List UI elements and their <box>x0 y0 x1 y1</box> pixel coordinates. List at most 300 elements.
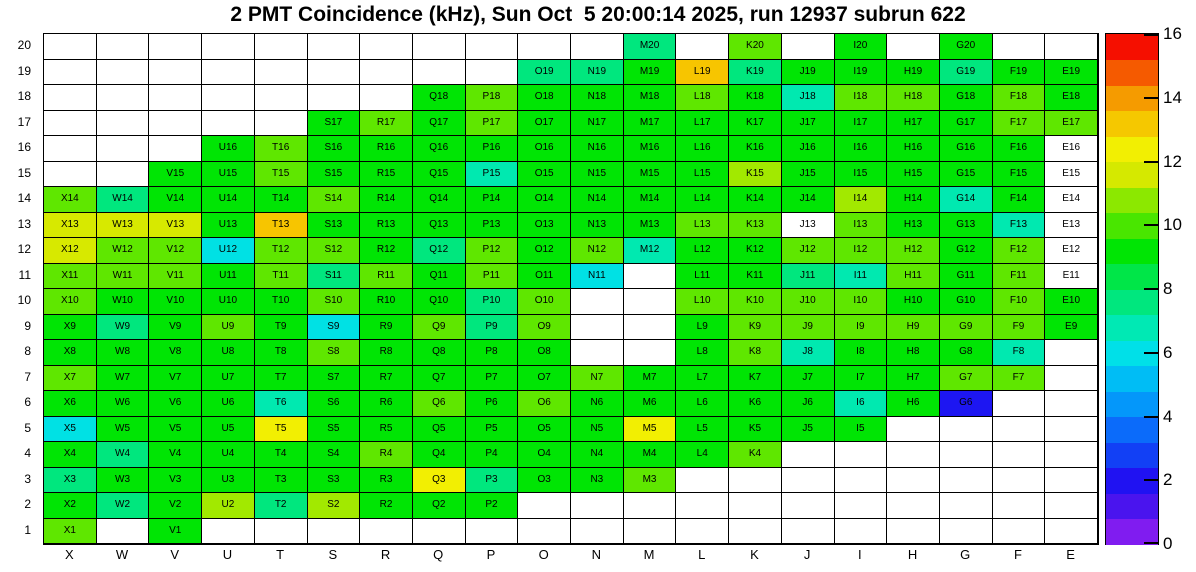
colorbar-tick-labels <box>1163 24 1196 553</box>
y-axis-tick-label: 20 <box>17 38 31 52</box>
heatmap-cell <box>1045 340 1098 366</box>
heatmap-cell: L5 <box>676 417 729 443</box>
heatmap-cell <box>202 111 255 137</box>
heatmap-cell: M14 <box>624 187 677 213</box>
heatmap-cell: E9 <box>1045 315 1098 341</box>
x-axis-tick-label: Q <box>433 547 444 562</box>
heatmap-cell <box>782 519 835 545</box>
heatmap-cell: X11 <box>44 264 97 290</box>
heatmap-cell: N17 <box>571 111 624 137</box>
heatmap-cell: M19 <box>624 60 677 86</box>
heatmap-cell: T3 <box>255 468 308 494</box>
heatmap-cell: M16 <box>624 136 677 162</box>
heatmap-cell <box>729 468 782 494</box>
heatmap-cell: V4 <box>149 442 202 468</box>
y-axis-labels <box>0 33 37 543</box>
heatmap-cell: T2 <box>255 493 308 519</box>
heatmap-cell: H7 <box>887 366 940 392</box>
x-axis-tick-label: V <box>170 547 180 562</box>
heatmap-cell: M6 <box>624 391 677 417</box>
heatmap-cell: U5 <box>202 417 255 443</box>
heatmap-cell: R4 <box>360 442 413 468</box>
heatmap-cell <box>1045 366 1098 392</box>
heatmap-cell: M12 <box>624 238 677 264</box>
heatmap-cell <box>518 493 571 519</box>
heatmap-cell: P4 <box>466 442 519 468</box>
heatmap-cell: K5 <box>729 417 782 443</box>
heatmap-cell <box>940 442 993 468</box>
heatmap-cell: N11 <box>571 264 624 290</box>
heatmap-cell: F9 <box>993 315 1046 341</box>
heatmap-cell: L6 <box>676 391 729 417</box>
x-axis-tick-label: I <box>858 547 862 562</box>
heatmap-cell: I18 <box>835 85 888 111</box>
colorbar-tick-label: 16 <box>1163 24 1182 43</box>
heatmap-cell: P16 <box>466 136 519 162</box>
heatmap-cell: N3 <box>571 468 624 494</box>
heatmap-cell: E18 <box>1045 85 1098 111</box>
colorbar-tick-label: 0 <box>1163 534 1173 553</box>
heatmap-cell: I11 <box>835 264 888 290</box>
heatmap-cell: E15 <box>1045 162 1098 188</box>
heatmap-cell <box>624 493 677 519</box>
heatmap-cell: S9 <box>308 315 361 341</box>
heatmap-cell <box>44 60 97 86</box>
heatmap-cell: U8 <box>202 340 255 366</box>
heatmap-cell <box>835 493 888 519</box>
heatmap-cell <box>202 85 255 111</box>
heatmap-cell: T8 <box>255 340 308 366</box>
heatmap-cell: N7 <box>571 366 624 392</box>
heatmap-cell: R14 <box>360 187 413 213</box>
heatmap-cell: T12 <box>255 238 308 264</box>
heatmap-cell <box>940 417 993 443</box>
heatmap-cell: H11 <box>887 264 940 290</box>
heatmap-cell: V3 <box>149 468 202 494</box>
heatmap-cell <box>993 493 1046 519</box>
heatmap-cell: V10 <box>149 289 202 315</box>
heatmap-cell: K11 <box>729 264 782 290</box>
heatmap-cell <box>993 442 1046 468</box>
heatmap-cell <box>993 34 1046 60</box>
heatmap-cell <box>940 493 993 519</box>
heatmap-cell <box>413 60 466 86</box>
heatmap-cell: G9 <box>940 315 993 341</box>
heatmap-cell: T6 <box>255 391 308 417</box>
heatmap-cell <box>993 519 1046 545</box>
x-axis-tick-label: J <box>803 547 811 562</box>
heatmap-cell <box>518 519 571 545</box>
heatmap-cell <box>1045 493 1098 519</box>
heatmap-cell: F17 <box>993 111 1046 137</box>
heatmap-cell: O12 <box>518 238 571 264</box>
heatmap-cell <box>255 85 308 111</box>
heatmap-cell: J6 <box>782 391 835 417</box>
heatmap-cell <box>624 315 677 341</box>
heatmap-cell: X4 <box>44 442 97 468</box>
colorbar-band <box>1106 60 1158 86</box>
heatmap-cell: K16 <box>729 136 782 162</box>
heatmap-cell: M15 <box>624 162 677 188</box>
y-axis-tick-label: 2 <box>24 497 31 511</box>
heatmap-cell: R16 <box>360 136 413 162</box>
heatmap-cell: E10 <box>1045 289 1098 315</box>
heatmap-cell <box>571 340 624 366</box>
heatmap-cell: P15 <box>466 162 519 188</box>
y-axis-tick-label: 19 <box>17 63 31 78</box>
heatmap-cell: H12 <box>887 238 940 264</box>
heatmap-cell: O7 <box>518 366 571 392</box>
heatmap-cell: I10 <box>835 289 888 315</box>
heatmap-cell <box>97 34 150 60</box>
heatmap-cell: N6 <box>571 391 624 417</box>
y-axis-tick-label: 13 <box>17 216 31 231</box>
heatmap-cell: X12 <box>44 238 97 264</box>
chart-title: 2 PMT Coincidence (kHz), Sun Oct 5 20:00:14 2025, run 12937 subrun 622 <box>230 3 966 26</box>
heatmap-cell: J18 <box>782 85 835 111</box>
heatmap-cell: J13 <box>782 213 835 239</box>
heatmap-cell: T10 <box>255 289 308 315</box>
heatmap-cell: O11 <box>518 264 571 290</box>
heatmap-cell <box>624 340 677 366</box>
heatmap-cell: L7 <box>676 366 729 392</box>
colorbar-band <box>1106 34 1158 60</box>
heatmap-cell: L10 <box>676 289 729 315</box>
heatmap-cell: W5 <box>97 417 150 443</box>
heatmap-cell: L4 <box>676 442 729 468</box>
heatmap-cell: V2 <box>149 493 202 519</box>
heatmap-cell: W10 <box>97 289 150 315</box>
heatmap-cell <box>149 136 202 162</box>
heatmap-cell: R9 <box>360 315 413 341</box>
heatmap-cell <box>202 34 255 60</box>
heatmap-cell: Q10 <box>413 289 466 315</box>
x-axis-tick-label: G <box>960 547 971 562</box>
heatmap-cell <box>676 34 729 60</box>
heatmap-cell: N13 <box>571 213 624 239</box>
heatmap-cell: X1 <box>44 519 97 545</box>
heatmap-cell: I19 <box>835 60 888 86</box>
heatmap-cell: Q16 <box>413 136 466 162</box>
heatmap-cell <box>729 519 782 545</box>
heatmap-cell: L18 <box>676 85 729 111</box>
heatmap-cell: K10 <box>729 289 782 315</box>
heatmap-cell: Q13 <box>413 213 466 239</box>
heatmap-cell <box>887 493 940 519</box>
heatmap-cell: K6 <box>729 391 782 417</box>
heatmap-grid <box>43 33 1099 545</box>
heatmap-cell: P11 <box>466 264 519 290</box>
heatmap-cell: W8 <box>97 340 150 366</box>
heatmap-cell <box>1045 34 1098 60</box>
heatmap-cell: P9 <box>466 315 519 341</box>
heatmap-cell <box>97 162 150 188</box>
heatmap-cell: P6 <box>466 391 519 417</box>
heatmap-cell: N14 <box>571 187 624 213</box>
heatmap-cell: W4 <box>97 442 150 468</box>
heatmap-cell <box>887 442 940 468</box>
heatmap-cell: T11 <box>255 264 308 290</box>
heatmap-cell: X14 <box>44 187 97 213</box>
heatmap-cell <box>571 519 624 545</box>
heatmap-cell <box>360 519 413 545</box>
y-axis-tick-label: 7 <box>24 369 31 384</box>
heatmap-cell: J11 <box>782 264 835 290</box>
y-axis-tick-label: 10 <box>17 293 31 307</box>
heatmap-cell: O19 <box>518 60 571 86</box>
heatmap-cell <box>360 85 413 111</box>
heatmap-cell: G10 <box>940 289 993 315</box>
heatmap-cell: P18 <box>466 85 519 111</box>
heatmap-cell <box>308 519 361 545</box>
heatmap-cell <box>413 34 466 60</box>
heatmap-cell: J5 <box>782 417 835 443</box>
heatmap-cell: M17 <box>624 111 677 137</box>
heatmap-cell: R10 <box>360 289 413 315</box>
x-axis-tick-label: L <box>698 547 706 562</box>
x-axis-tick-label: X <box>65 547 74 562</box>
heatmap-cell <box>97 519 150 545</box>
heatmap-cell <box>940 519 993 545</box>
heatmap-cell: I8 <box>835 340 888 366</box>
heatmap-cell: U2 <box>202 493 255 519</box>
y-axis-tick-label: 16 <box>17 140 31 154</box>
x-axis-tick-label: M <box>643 547 655 562</box>
heatmap-cell: K17 <box>729 111 782 137</box>
heatmap-cell <box>1045 519 1098 545</box>
heatmap-cell: T16 <box>255 136 308 162</box>
heatmap-cell <box>360 60 413 86</box>
heatmap-cell: F11 <box>993 264 1046 290</box>
heatmap-cell: J15 <box>782 162 835 188</box>
heatmap-cell: X2 <box>44 493 97 519</box>
heatmap-cell <box>940 468 993 494</box>
heatmap-cell: R17 <box>360 111 413 137</box>
heatmap-cell <box>466 60 519 86</box>
x-axis-tick-label: W <box>115 547 129 562</box>
heatmap-cell <box>255 111 308 137</box>
heatmap-cell: W2 <box>97 493 150 519</box>
heatmap-cell: H19 <box>887 60 940 86</box>
heatmap-cell: Q7 <box>413 366 466 392</box>
heatmap-cell <box>887 468 940 494</box>
heatmap-cell: U10 <box>202 289 255 315</box>
heatmap-cell: T14 <box>255 187 308 213</box>
heatmap-cell: L19 <box>676 60 729 86</box>
heatmap-cell: I9 <box>835 315 888 341</box>
y-axis-tick-label: 17 <box>17 114 31 129</box>
heatmap-cell: R13 <box>360 213 413 239</box>
heatmap-cell: M4 <box>624 442 677 468</box>
heatmap-cell: N19 <box>571 60 624 86</box>
heatmap-cell: Q18 <box>413 85 466 111</box>
heatmap-cell: Q11 <box>413 264 466 290</box>
heatmap-cell: N5 <box>571 417 624 443</box>
heatmap-cell: I20 <box>835 34 888 60</box>
heatmap-cell: O5 <box>518 417 571 443</box>
heatmap-cell: X5 <box>44 417 97 443</box>
heatmap-cell: P10 <box>466 289 519 315</box>
heatmap-cell <box>571 493 624 519</box>
heatmap-cell: F13 <box>993 213 1046 239</box>
heatmap-cell: I13 <box>835 213 888 239</box>
heatmap-cell <box>149 60 202 86</box>
y-axis-tick-label: 1 <box>24 522 31 537</box>
x-axis-tick-label: E <box>1066 547 1075 562</box>
heatmap-cell: E16 <box>1045 136 1098 162</box>
heatmap-cell: N15 <box>571 162 624 188</box>
heatmap-cell <box>413 519 466 545</box>
heatmap-cell: R8 <box>360 340 413 366</box>
heatmap-cell: I7 <box>835 366 888 392</box>
heatmap-cell: T7 <box>255 366 308 392</box>
heatmap-cell: K18 <box>729 85 782 111</box>
heatmap-cell: R3 <box>360 468 413 494</box>
heatmap-cell: G13 <box>940 213 993 239</box>
heatmap-cell <box>44 136 97 162</box>
heatmap-cell <box>782 493 835 519</box>
colorbar-tick-label: 10 <box>1163 215 1182 235</box>
heatmap-cell <box>97 60 150 86</box>
heatmap-cell <box>1045 391 1098 417</box>
heatmap-cell: I6 <box>835 391 888 417</box>
x-axis-tick-label: F <box>1013 547 1022 562</box>
heatmap-cell <box>993 391 1046 417</box>
heatmap-cell: K19 <box>729 60 782 86</box>
heatmap-cell: P5 <box>466 417 519 443</box>
heatmap-cell <box>1045 468 1098 494</box>
heatmap-cell: U3 <box>202 468 255 494</box>
colorbar-band <box>1106 264 1158 290</box>
y-axis-tick-label: 3 <box>24 471 31 486</box>
heatmap-cell <box>44 162 97 188</box>
heatmap-cell: Q2 <box>413 493 466 519</box>
heatmap-cell: P3 <box>466 468 519 494</box>
heatmap-cell: W11 <box>97 264 150 290</box>
heatmap-cell <box>782 468 835 494</box>
heatmap-cell: O18 <box>518 85 571 111</box>
heatmap-cell: E11 <box>1045 264 1098 290</box>
heatmap-cell: L11 <box>676 264 729 290</box>
heatmap-cell: H14 <box>887 187 940 213</box>
heatmap-cell: V13 <box>149 213 202 239</box>
heatmap-cell: M18 <box>624 85 677 111</box>
heatmap-cell: V9 <box>149 315 202 341</box>
heatmap-cell <box>255 60 308 86</box>
colorbar-band <box>1106 442 1158 468</box>
heatmap-cell: M5 <box>624 417 677 443</box>
heatmap-cell: J9 <box>782 315 835 341</box>
colorbar-tick-label: 2 <box>1163 470 1173 490</box>
heatmap-cell: F7 <box>993 366 1046 392</box>
heatmap-cell: F12 <box>993 238 1046 264</box>
heatmap-cell: L8 <box>676 340 729 366</box>
heatmap-cell: R11 <box>360 264 413 290</box>
heatmap-cell: Q9 <box>413 315 466 341</box>
heatmap-cell: U4 <box>202 442 255 468</box>
heatmap-cell <box>571 289 624 315</box>
colorbar-band <box>1106 417 1158 443</box>
heatmap-cell: V11 <box>149 264 202 290</box>
heatmap-cell: U12 <box>202 238 255 264</box>
heatmap-cell: U14 <box>202 187 255 213</box>
colorbar-tick-label: 4 <box>1163 406 1173 426</box>
heatmap-cell: O3 <box>518 468 571 494</box>
heatmap-cell: X9 <box>44 315 97 341</box>
heatmap-cell: S8 <box>308 340 361 366</box>
colorbar-tick-label: 6 <box>1163 342 1173 362</box>
heatmap-cell: O13 <box>518 213 571 239</box>
heatmap-cell: W6 <box>97 391 150 417</box>
heatmap-cell: J7 <box>782 366 835 392</box>
heatmap-cell <box>676 468 729 494</box>
colorbar-band <box>1106 162 1158 188</box>
heatmap-cell <box>887 519 940 545</box>
heatmap-cell <box>97 85 150 111</box>
colorbar-band <box>1106 289 1158 315</box>
heatmap-cell: E19 <box>1045 60 1098 86</box>
colorbar-band <box>1106 391 1158 417</box>
heatmap-cell <box>782 442 835 468</box>
colorbar-tick-label: 8 <box>1163 279 1173 298</box>
heatmap-cell: P2 <box>466 493 519 519</box>
heatmap-cell: F10 <box>993 289 1046 315</box>
heatmap-cell: P13 <box>466 213 519 239</box>
heatmap-cell: S16 <box>308 136 361 162</box>
heatmap-cell <box>466 519 519 545</box>
heatmap-cell: H16 <box>887 136 940 162</box>
heatmap-cell <box>887 417 940 443</box>
y-axis-tick-label: 18 <box>17 89 31 103</box>
heatmap-cell: I14 <box>835 187 888 213</box>
heatmap-cell: L9 <box>676 315 729 341</box>
y-axis-tick-label: 8 <box>24 344 31 358</box>
heatmap-cell: S6 <box>308 391 361 417</box>
heatmap-cell <box>1045 417 1098 443</box>
heatmap-cell: H15 <box>887 162 940 188</box>
heatmap-cell: P14 <box>466 187 519 213</box>
heatmap-cell: S7 <box>308 366 361 392</box>
x-axis-tick-label: R <box>380 547 391 562</box>
heatmap-cell: V7 <box>149 366 202 392</box>
heatmap-cell: L15 <box>676 162 729 188</box>
heatmap-cell: S17 <box>308 111 361 137</box>
heatmap-cell: V6 <box>149 391 202 417</box>
heatmap-cell <box>149 34 202 60</box>
heatmap-cell: V5 <box>149 417 202 443</box>
heatmap-cell <box>835 442 888 468</box>
colorbar-band <box>1106 136 1158 162</box>
heatmap-cell <box>308 34 361 60</box>
heatmap-cell: O6 <box>518 391 571 417</box>
heatmap-cell <box>993 417 1046 443</box>
heatmap-cell: O9 <box>518 315 571 341</box>
heatmap-cell: T5 <box>255 417 308 443</box>
heatmap-cell <box>466 34 519 60</box>
heatmap-cell: N16 <box>571 136 624 162</box>
heatmap-cell: G15 <box>940 162 993 188</box>
heatmap-cell: W12 <box>97 238 150 264</box>
heatmap-cell <box>571 34 624 60</box>
heatmap-cell: E12 <box>1045 238 1098 264</box>
x-axis-tick-label: H <box>907 547 918 562</box>
heatmap-cell: X8 <box>44 340 97 366</box>
heatmap-cell: U9 <box>202 315 255 341</box>
heatmap-cell <box>149 111 202 137</box>
heatmap-cell <box>729 493 782 519</box>
heatmap-cell: X3 <box>44 468 97 494</box>
heatmap-cell <box>308 85 361 111</box>
